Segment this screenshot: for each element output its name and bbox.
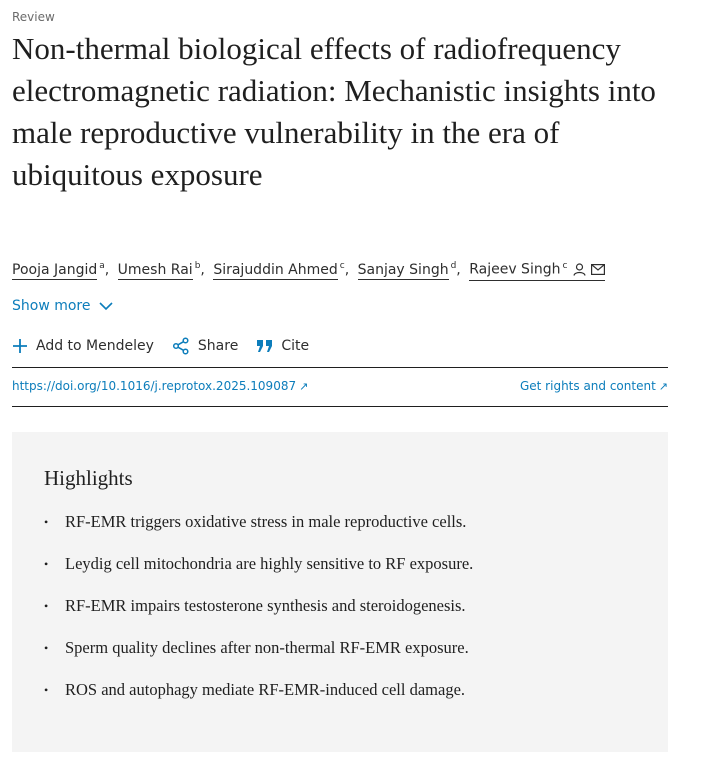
highlight-text: ROS and autophagy mediate RF-EMR-induced cell damage. [65,680,466,699]
list-item [44,638,473,680]
bullet-icon: • [44,557,49,571]
bullet-icon: • [44,599,49,613]
divider-top [12,367,668,368]
quote-icon [256,339,273,353]
author-affiliation: c [562,261,568,271]
share-button[interactable] [172,337,238,355]
author-link[interactable] [469,256,605,281]
author-link[interactable] [213,256,344,280]
article-type-label: Review [12,10,55,24]
person-icon [573,263,586,276]
bullet-icon: • [44,515,49,529]
author-link[interactable] [12,256,105,280]
show-more-button[interactable] [12,298,113,314]
author-affiliation: a [99,261,105,271]
author-affiliation: d [450,261,457,271]
cite-label: Cite [281,338,310,354]
external-link-icon: ↗ [299,380,309,393]
highlight-text: Sperm quality declines after non-thermal RF-EMR exposure. [65,638,469,657]
highlight-text: Leydig cell mitochondria are highly sensitive to RF exposure. [65,554,474,573]
doi-link[interactable] [12,379,308,393]
divider-bottom [12,406,668,407]
rights-link[interactable] [520,379,668,393]
external-link-icon: ↗ [658,380,668,393]
add-to-mendeley-button[interactable] [12,338,154,354]
author-name: Rajeev Singh [469,261,561,278]
plus-icon [12,338,28,354]
cite-button[interactable] [256,338,309,354]
author-affiliation: b [194,261,201,271]
bullet-icon: • [44,683,49,697]
show-more-label: Show more [12,298,91,314]
highlight-text: RF-EMR triggers oxidative stress in male reproductive cells. [65,512,467,531]
author-list: Pooja Jangid $^a$, Umesh Rai $^b$, Sirajuddin Ahmed $^c$, Sanjay Singh $^d$, Rajeev Singh $^c$ [12,256,605,281]
highlights-heading: Highlights [44,466,133,490]
article-title: Non-thermal biological effects of radiofrequency electromagnetic radiation: Mechanistic insights into male reproductive vulnerability in the era of ubiquitous exposure [12,31,656,192]
list-item [44,596,473,638]
share-label: Share [197,338,239,354]
author-name: Pooja Jangid [12,261,98,278]
list-item [44,554,473,596]
author-name: Sanjay Singh [357,261,449,278]
list-item [44,512,473,554]
add-to-mendeley-label: Add to Mendeley [36,338,154,354]
highlight-text: RF-EMR impairs testosterone synthesis and steroidogenesis. [65,596,466,615]
email-icon [591,264,605,275]
chevron-down-icon [99,302,113,311]
author-link[interactable] [118,256,201,280]
author-name: Umesh Rai [117,261,193,278]
rights-text: Get rights and content [519,379,656,393]
doi-text: https://doi.org/10.1016/j.reprotox.2025.109087 [12,379,297,393]
author-link[interactable] [358,256,457,280]
author-name: Sirajuddin Ahmed [213,261,338,278]
list-item [44,680,473,722]
highlights-box [12,432,668,752]
share-icon [172,337,190,355]
article-actions [12,337,327,355]
author-affiliation: c [339,261,345,271]
highlights-list [44,512,473,722]
bullet-icon: • [44,641,49,655]
